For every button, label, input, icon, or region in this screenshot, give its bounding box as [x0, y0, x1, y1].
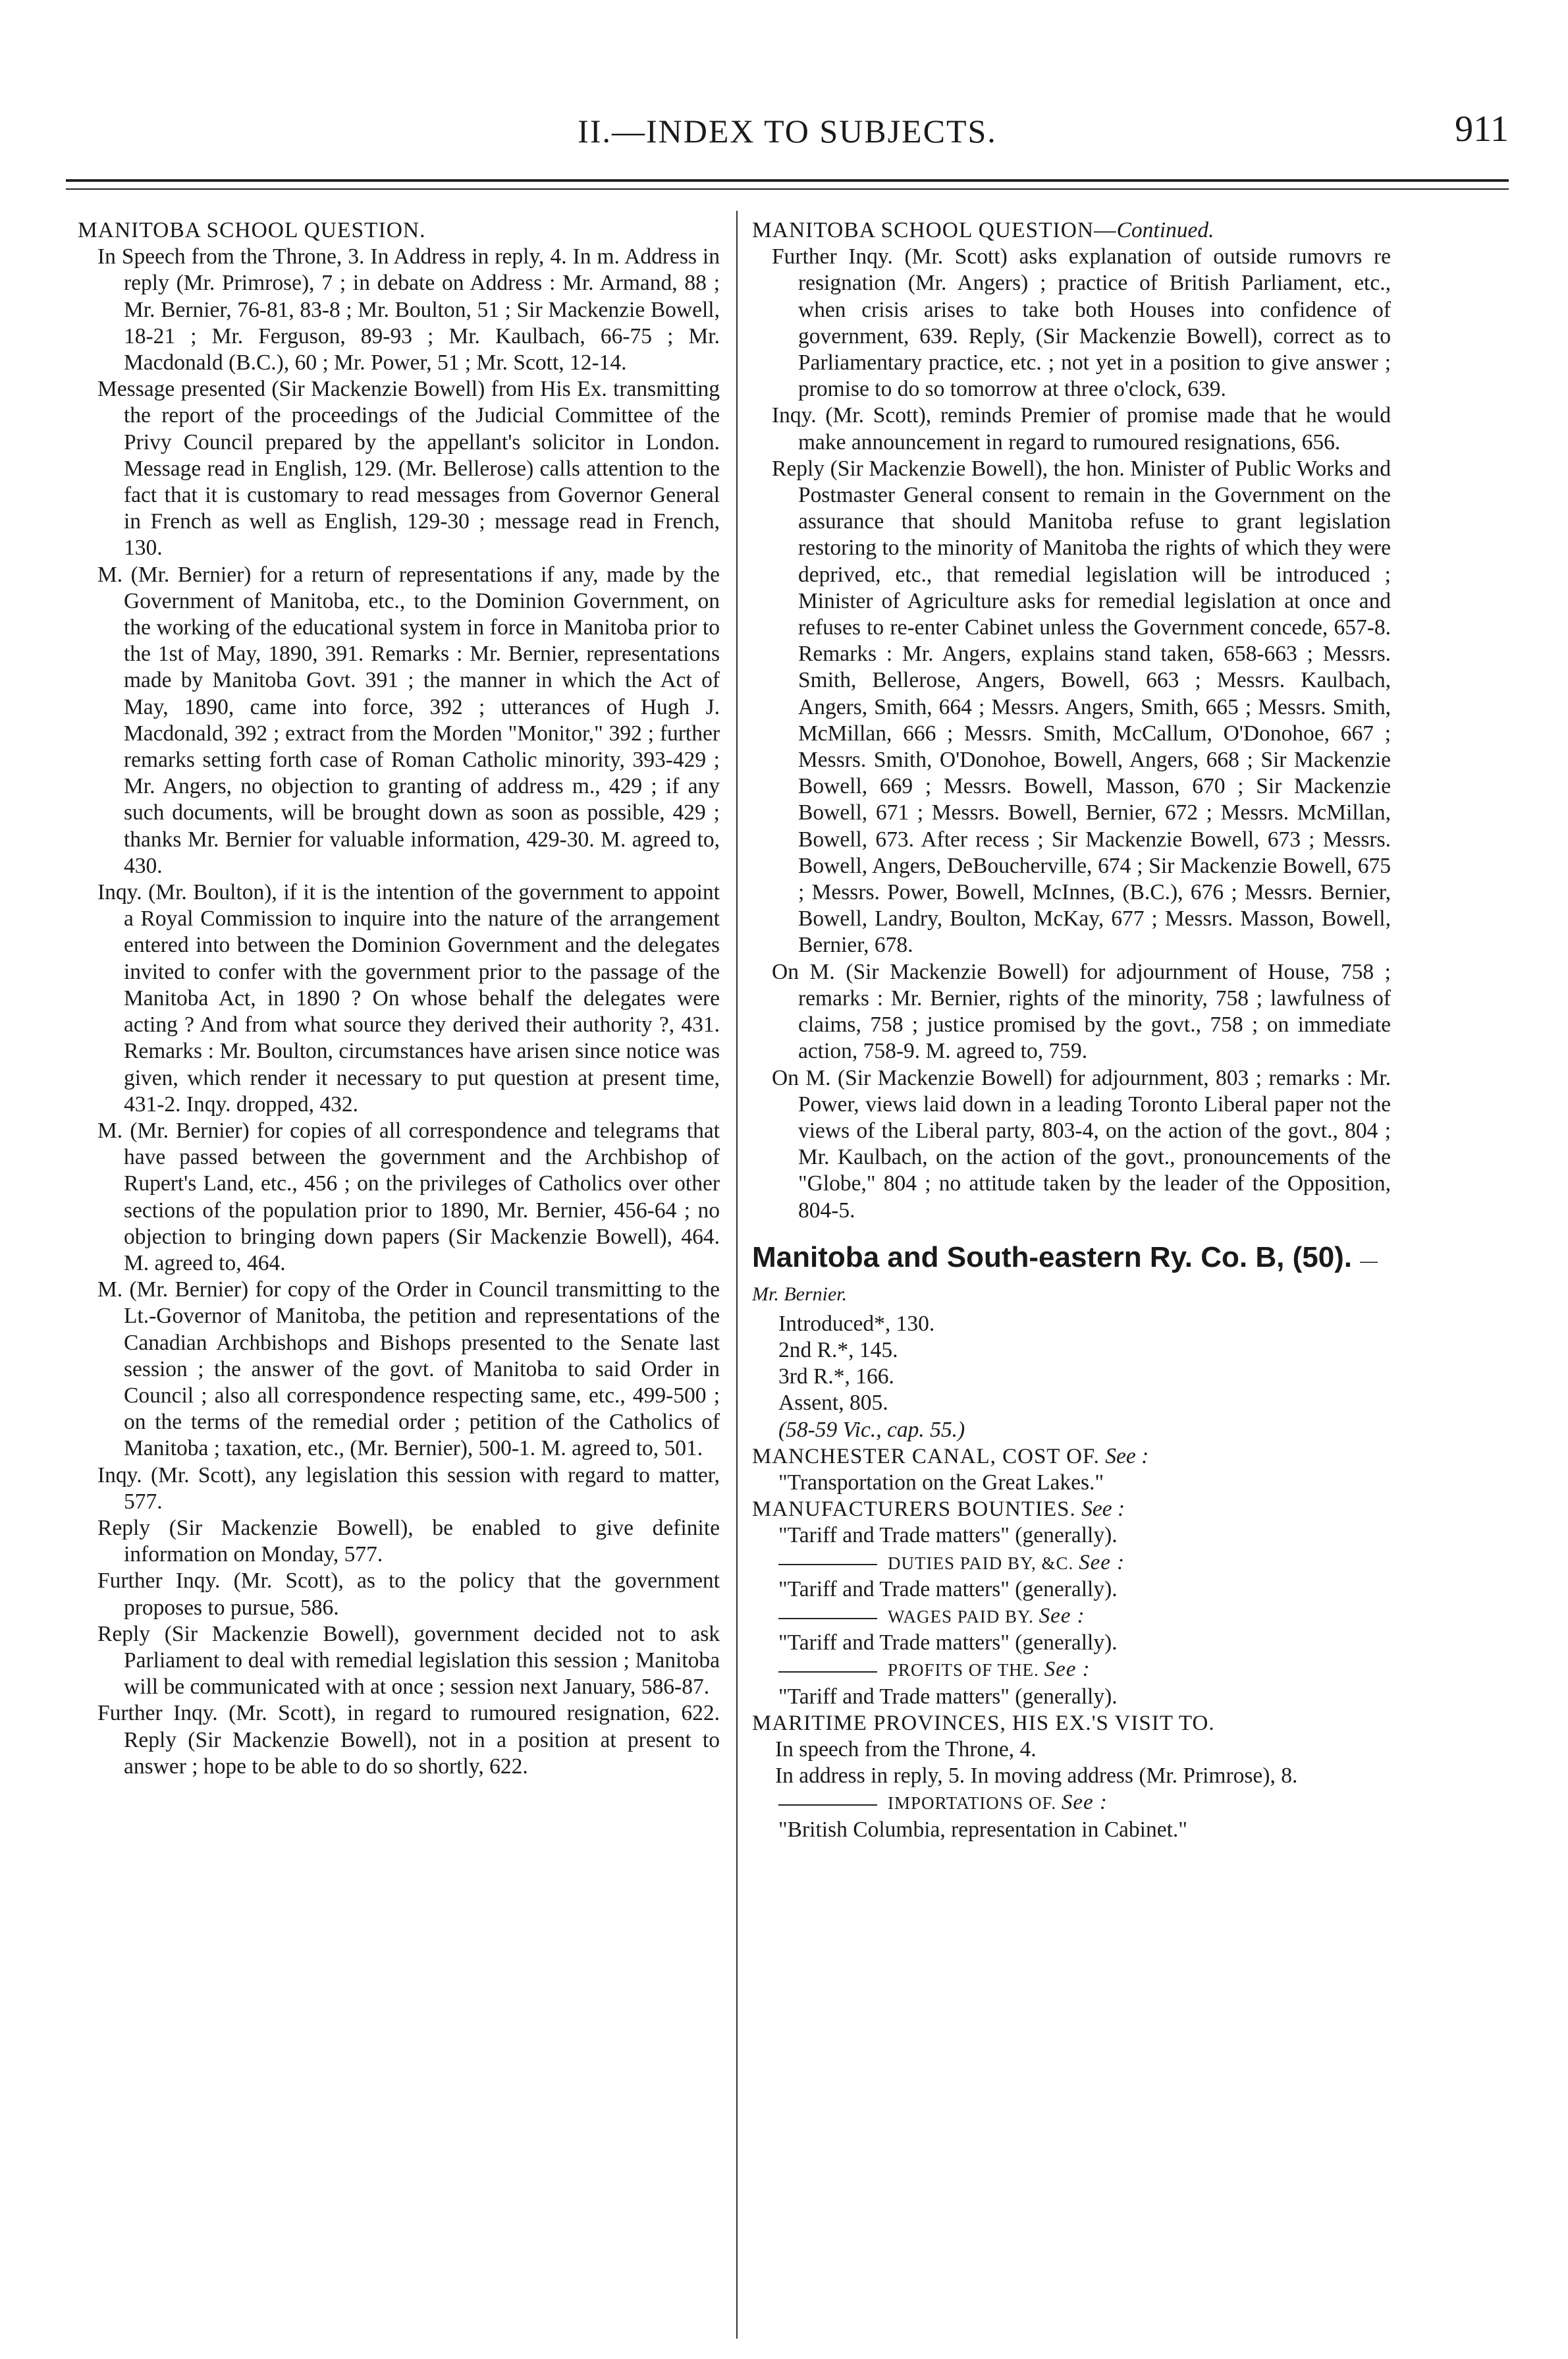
bill-stage: Assent, 805. [778, 1391, 888, 1416]
bill-sponsor: —Mr. Bernier. [752, 1249, 1378, 1305]
index-entry: On M. (Sir Mackenzie Bowell) for adjournment, 803 ; remarks : Mr. Power, views laid down in a leading Toronto Liberal paper not the views of the Liberal party, 803-4, on the action of the govt., 804 ; Mr. Kaulbach, on the action of the govt., pronouncements of the "Globe," 804 ; no attitude taken by the leader of the Opposition, 804-5. [772, 1065, 1391, 1223]
see-subentry-head [752, 1656, 1391, 1683]
maritime-head-text: MARITIME PROVINCES, HIS EX.'S VISIT TO. [752, 1711, 1215, 1735]
index-entry: Further Inqy. (Mr. Scott), in regard to rumoured resignation, 622. Reply (Sir Mackenzie Bowell), not in a position at present to answer ; hope to be able to do so shortly, 622. [97, 1701, 720, 1779]
header-rule-thick [66, 179, 1509, 182]
ditto-dash [778, 1804, 877, 1806]
maritime-line: In address in reply, 5. In moving address (Mr. Primrose), 8. [775, 1763, 1298, 1789]
see-label: See : [1061, 1790, 1108, 1815]
index-entry: Inqy. (Mr. Scott), reminds Premier of promise made that he would make announcement in regard to rumoured resignations, 656. [772, 403, 1391, 455]
page-number: 911 [1455, 109, 1509, 150]
index-heading: MANITOBA SCHOOL QUESTION. [78, 218, 426, 242]
bill-stage: (58-59 Vic., cap. 55.) [778, 1417, 965, 1442]
maritime-line: In speech from the Throne, 4. [775, 1736, 1037, 1762]
see-label: See : [1039, 1603, 1085, 1628]
see-reference: "British Columbia, representation in Cabinet." [778, 1817, 1187, 1842]
subhead-text: IMPORTATIONS OF. [888, 1793, 1057, 1814]
see-reference: "Tariff and Trade matters" (generally). [778, 1684, 1118, 1709]
see-reference: "Tariff and Trade matters" (generally). [778, 1523, 1118, 1548]
index-entry: Message presented (Sir Mackenzie Bowell) from His Ex. transmitting the report of the proceedings of the Judicial Committee of the Privy Council prepared by the appellant's solicitor in London. Message read in English, 129. (Mr. Bellerose) calls attention to the fact that it is customary to read messages from Governor General in French as well as English, 129-30 ; message read in French, 130. [97, 377, 720, 561]
page-title: II.—INDEX TO SUBJECTS. [578, 113, 997, 150]
bill-name: Manitoba and South-eastern Ry. Co. B, (50). [752, 1240, 1353, 1273]
see-subentry-head [752, 1603, 1391, 1630]
see-head-text: MANCHESTER CANAL, COST OF. [752, 1444, 1100, 1468]
bill-title [752, 1242, 1391, 1310]
maritime-head [752, 1710, 1391, 1736]
index-entry: Reply (Sir Mackenzie Bowell), government decided not to ask Parliament to deal with remedial legislation this session ; Manitoba will be communicated with at once ; session next January, 586-87. [97, 1621, 720, 1700]
see-subentry-head [752, 1789, 1391, 1816]
index-entry: M. (Mr. Bernier) for copy of the Order in Council transmitting to the Lt.-Governor of Manitoba, the petition and representations of the Canadian Archbishops and Bishops presented to the Senate last session ; the answer of the govt. of Manitoba to said Order in Council ; also all correspondence respecting same, etc., 499-500 ; on the terms of the remedial order ; petition of the Catholics of Manitoba ; taxation, etc., (Mr. Bernier), 500-1. M. agreed to, 501. [97, 1277, 720, 1461]
index-entry: Further Inqy. (Mr. Scott) asks explanation of outside rumovrs re resignation (Mr. Angers) ; practice of British Parliament, etc., when crisis arises to take both Houses into confidence of government, 639. Reply, (Sir Mackenzie Bowell), correct as to Parliamentary practice, etc. ; not yet in a position to give answer ; promise to do so tomorrow at three o'clock, 639. [772, 244, 1391, 402]
index-entry: Reply (Sir Mackenzie Bowell), the hon. Minister of Public Works and Postmaster General consent to remain in the Government on the assurance that should Manitoba refuse to grant legislation restoring to the minority of Manitoba the rights of which they were deprived, etc., that remedial legislation will be introduced ; Minister of Agriculture asks for remedial legislation at once and refuses to re-enter Cabinet unless the Government concede, 657-8. Remarks : Mr. Angers, explains stand taken, 658-663 ; Messrs. Smith, Bellerose, Angers, Bowell, 663 ; Messrs. Kaulbach, Angers, Smith, 664 ; Messrs. Angers, Smith, 665 ; Messrs. Smith, McMillan, 666 ; Messrs. Smith, McCallum, O'Donohoe, 667 ; Messrs. Smith, O'Donohoe, Bowell, Angers, 668 ; Sir Mackenzie Bowell, 669 ; Messrs. Bowell, Masson, 670 ; Sir Mackenzie Bowell, 671 ; Messrs. Bowell, Bernier, 672 ; Messrs. McMillan, Bowell, 673. After recess ; Sir Mackenzie Bowell, 673 ; Messrs. Bowell, Angers, DeBoucherville, 674 ; Sir Mackenzie Bowell, 675 ; Messrs. Power, Bowell, McInnes, (B.C.), 676 ; Messrs. Bernier, Bowell, Landry, Boulton, McKay, 677 ; Messrs. Masson, Bowell, Bernier, 678. [772, 456, 1391, 958]
see-subentry-head [752, 1549, 1391, 1576]
subhead-text: WAGES PAID BY. [888, 1606, 1034, 1626]
see-label: See : [1081, 1497, 1125, 1522]
bill-stage: 2nd R.*, 145. [778, 1337, 898, 1362]
ditto-dash [778, 1618, 877, 1619]
see-entry-head [752, 1496, 1391, 1522]
heading-text: MANITOBA SCHOOL QUESTION— [752, 218, 1117, 242]
page-header [66, 99, 1509, 171]
bill-stage: 3rd R.*, 166. [778, 1364, 894, 1389]
right-column [752, 217, 1391, 1843]
index-entry: Inqy. (Mr. Scott), any legislation this session with regard to matter, 577. [97, 1462, 720, 1514]
see-entry-head [752, 1443, 1391, 1470]
index-heading-continued [752, 217, 1391, 244]
see-reference: "Tariff and Trade matters" (generally). [778, 1576, 1118, 1601]
subhead-text: DUTIES PAID BY, &C. [888, 1553, 1074, 1573]
index-entry: M. (Mr. Bernier) for a return of representations if any, made by the Government of Manitoba, etc., to the Dominion Government, on the working of the educational system in force in Manitoba prior to the 1st of May, 1890, 391. Remarks : Mr. Bernier, representations made by Manitoba Govt. 391 ; the manner in which the Act of May, 1890, came into force, 392 ; utterances of Hugh J. Macdonald, 392 ; extract from the Morden "Monitor," 392 ; further remarks setting forth case of Roman Catholic minority, 393-429 ; Mr. Angers, no objection to granting of address m., 429 ; if any such documents, will be brought down as soon as possible, 429 ; thanks Mr. Bernier for valuable information, 429-30. M. agreed to, 430. [97, 562, 720, 878]
ditto-dash [778, 1671, 877, 1673]
see-label: See : [1044, 1657, 1091, 1682]
index-entry: In Speech from the Throne, 3. In Address in reply, 4. In m. Address in reply (Mr. Primrose), 7 ; in debate on Address : Mr. Armand, 88 ; Mr. Bernier, 76-81, 83-8 ; Mr. Boulton, 51 ; Sir Mackenzie Bowell, 18-21 ; Mr. Ferguson, 89-93 ; Mr. Kaulbach, 66-75 ; Mr. Macdonald (B.C.), 60 ; Mr. Power, 51 ; Mr. Scott, 12-14. [97, 244, 720, 375]
left-column [78, 217, 720, 1780]
index-entry: Further Inqy. (Mr. Scott), as to the policy that the government proposes to pursue, 586. [97, 1568, 720, 1620]
index-entry: On M. (Sir Mackenzie Bowell) for adjournment of House, 758 ; remarks : Mr. Bernier, rights of the minority, 758 ; lawfulness of claims, 758 ; justice promised by the govt., 758 ; on immediate action, 758-9. M. agreed to, 759. [772, 959, 1391, 1064]
bill-stage: Introduced*, 130. [778, 1311, 935, 1336]
see-reference: "Tariff and Trade matters" (generally). [778, 1630, 1118, 1655]
see-reference: "Transportation on the Great Lakes." [778, 1470, 1104, 1495]
see-head-text: MANUFACTURERS BOUNTIES. [752, 1497, 1076, 1522]
see-label: See : [1105, 1443, 1149, 1468]
continued-label: Continued. [1116, 218, 1214, 242]
subhead-text: PROFITS OF THE. [888, 1660, 1039, 1680]
index-entry: Reply (Sir Mackenzie Bowell), be enabled to give definite information on Monday, 577. [97, 1515, 720, 1567]
index-entry: Inqy. (Mr. Boulton), if it is the intention of the government to appoint a Royal Commission to inquire into the nature of the arrangement entered into between the Dominion Government and the delegates invited to confer with the government prior to the passage of the Manitoba Act, in 1890 ? On whose behalf the delegates were acting ? And from what source they derived their authority ?, 431. Remarks : Mr. Boulton, circumstances have arisen since notice was given, which render it necessary to put question at present time, 431-2. Inqy. dropped, 432. [97, 880, 720, 1117]
header-rule-thin [66, 188, 1509, 190]
column-divider [736, 211, 738, 2339]
ditto-dash [778, 1564, 877, 1565]
index-entry: M. (Mr. Bernier) for copies of all correspondence and telegrams that have passed between the government and the Archbishop of Rupert's Land, etc., 456 ; on the privileges of Catholics over other sections of the population prior to 1890, Mr. Bernier, 456-64 ; no objection to bringing down papers (Sir Mackenzie Bowell), 464. M. agreed to, 464. [97, 1118, 720, 1275]
see-label: See : [1079, 1550, 1125, 1574]
